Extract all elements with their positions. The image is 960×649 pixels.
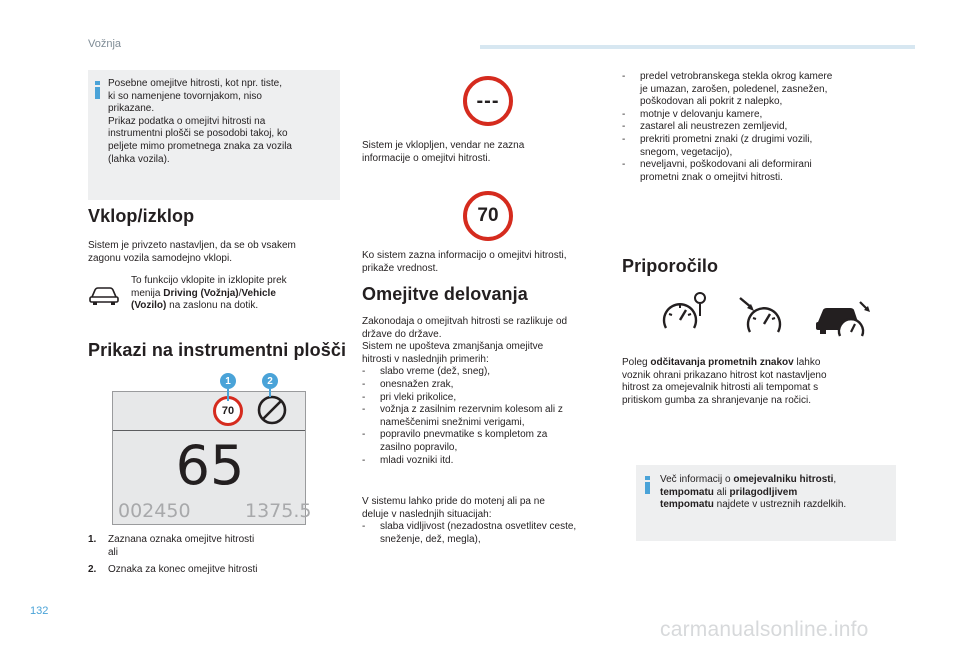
- vklop-paragraph: Sistem je privzeto nastavljen, da se ob vsakem zagonu vozila samodejno vklopi.: [88, 240, 296, 264]
- info-note-text: Posebne omejitve hitrosti, kot npr. tiste, ki so namenjene tovornjakom, niso prikazane. Prikaz podatka o omejitvi hitrosti na instrumentni plošči se posodobi takoj, ko peljete mimo prometnega znaka za vozila (lahka vozila).: [108, 78, 292, 165]
- legend-item-1: 1. Zaznana oznaka omejitve hitrosti ali: [88, 534, 255, 558]
- callout-1-leader: [227, 389, 229, 401]
- callout-1: 1: [220, 373, 236, 389]
- list-item: - motnje v delovanju kamere,: [622, 109, 902, 122]
- adaptive-cruise-control-icon: [814, 298, 872, 338]
- vklop-menu-paragraph: To funkcijo vklopite in izklopite prek menija Driving (Vožnja)/Vehicle (Vozilo) na zaslonu na dotik.: [131, 275, 287, 312]
- info-icon: [95, 81, 100, 99]
- limitations-paragraph: Zakonodaja o omejitvah hitrosti se razlikuje od države do države. Sistem ne upošteva zmanjšanja omejitve hitrosti v naslednjih primerih: - slabo vreme (dež, sneg), - onesnažen zrak, - pri vleki prikolice, - vožnja z zasilnim rezervnim kolesom ali z nameščenimi snežnimi verigami, - popravilo pnevmatike s kompletom za zasilno popravilo, - mladi vozniki itd.: [362, 316, 622, 467]
- watermark: carmanualsonline.info: [660, 618, 869, 641]
- list-item: - pri vleki prikolice,: [362, 392, 622, 405]
- list-item: - zastarel ali neustrezen zemljevid,: [622, 121, 902, 134]
- legend-item-2: 2. Oznaka za konec omejitve hitrosti: [88, 564, 258, 575]
- recommendation-paragraph: Poleg odčitavanja prometnih znakov lahko voznik ohrani prikazano hitrost kot nastavljeno hitrost za omejevalnik hitrosti ali tempomat s pritiskom gumba za shranjevanje na ročici.: [622, 357, 827, 406]
- list-item: - onesnažen zrak,: [362, 379, 622, 392]
- cluster-divider: [113, 430, 305, 431]
- heading-omejitve: Omejitve delovanja: [362, 284, 528, 304]
- current-speed: 65: [175, 434, 245, 497]
- info-note-box: [88, 70, 340, 200]
- info-icon: [645, 476, 650, 494]
- heading-prikazi: Prikazi na instrumentni plošči: [88, 340, 347, 360]
- more-info-box: [636, 465, 896, 541]
- heading-vklop: Vklop/izklop: [88, 206, 195, 226]
- end-of-limit-icon: [256, 394, 288, 426]
- interference-list: [362, 521, 624, 546]
- header-bar: [480, 45, 915, 49]
- speed-limiter-icon: [660, 290, 710, 336]
- interference-list-continued: [622, 71, 902, 184]
- touchscreen-car-icon: [88, 284, 120, 306]
- odometer: 002450: [118, 500, 191, 522]
- section-title: Vožnja: [88, 38, 122, 50]
- list-item: - popravilo pnevmatike s kompletom za zasilno popravilo,: [362, 429, 622, 454]
- list-item: - neveljavni, poškodovani ali deformirani prometni znak o omejitvi hitrosti.: [622, 159, 902, 184]
- list-item: - predel vetrobranskega stekla okrog kamere je umazan, zarošen, poledenel, zasnežen, poškodovan ali pokrit z nalepko,: [622, 71, 902, 109]
- list-item: - slaba vidljivost (nezadostna osvetlitev ceste, sneženje, dež, megla),: [362, 521, 624, 546]
- detected-paragraph: Ko sistem zazna informacijo o omejitvi hitrosti, prikaže vrednost.: [362, 250, 567, 274]
- list-item: - mladi vozniki itd.: [362, 455, 622, 468]
- list-item: - prekriti prometni znaki (z drugimi vozili, snegom, vegetacijo),: [622, 134, 902, 159]
- list-item: - vožnja z zasilnim rezervnim kolesom ali z nameščenimi snežnimi verigami,: [362, 404, 622, 429]
- heading-priporocilo: Priporočilo: [622, 256, 719, 276]
- cruise-control-icon: [738, 294, 784, 336]
- callout-2-leader: [269, 389, 271, 397]
- page-number: 132: [30, 605, 49, 617]
- instrument-cluster-illustration: [112, 391, 312, 525]
- callout-2: 2: [262, 373, 278, 389]
- limitations-list: [362, 366, 622, 467]
- interference-paragraph: V sistemu lahko pride do motenj ali pa ne deluje v naslednjih situacijah: - slaba vidljivost (nezadostna osvetlitev ceste, sneženje, dež, megla),: [362, 496, 624, 546]
- speed-limit-sign-icon: 70: [213, 396, 243, 426]
- list-item: - slabo vreme (dež, sneg),: [362, 366, 622, 379]
- no-info-paragraph: Sistem je vklopljen, vendar ne zazna informacije o omejitvi hitrosti.: [362, 140, 525, 164]
- trip-meter: 1375.5: [245, 500, 312, 522]
- detected-limit-sign-icon: 70: [463, 191, 513, 241]
- more-info-text: Več informacij o omejevalniku hitrosti, tempomatu ali prilagodljivem tempomatu najdete v ustreznih razdelkih.: [660, 474, 847, 511]
- no-limit-detected-sign-icon: ---: [463, 76, 513, 126]
